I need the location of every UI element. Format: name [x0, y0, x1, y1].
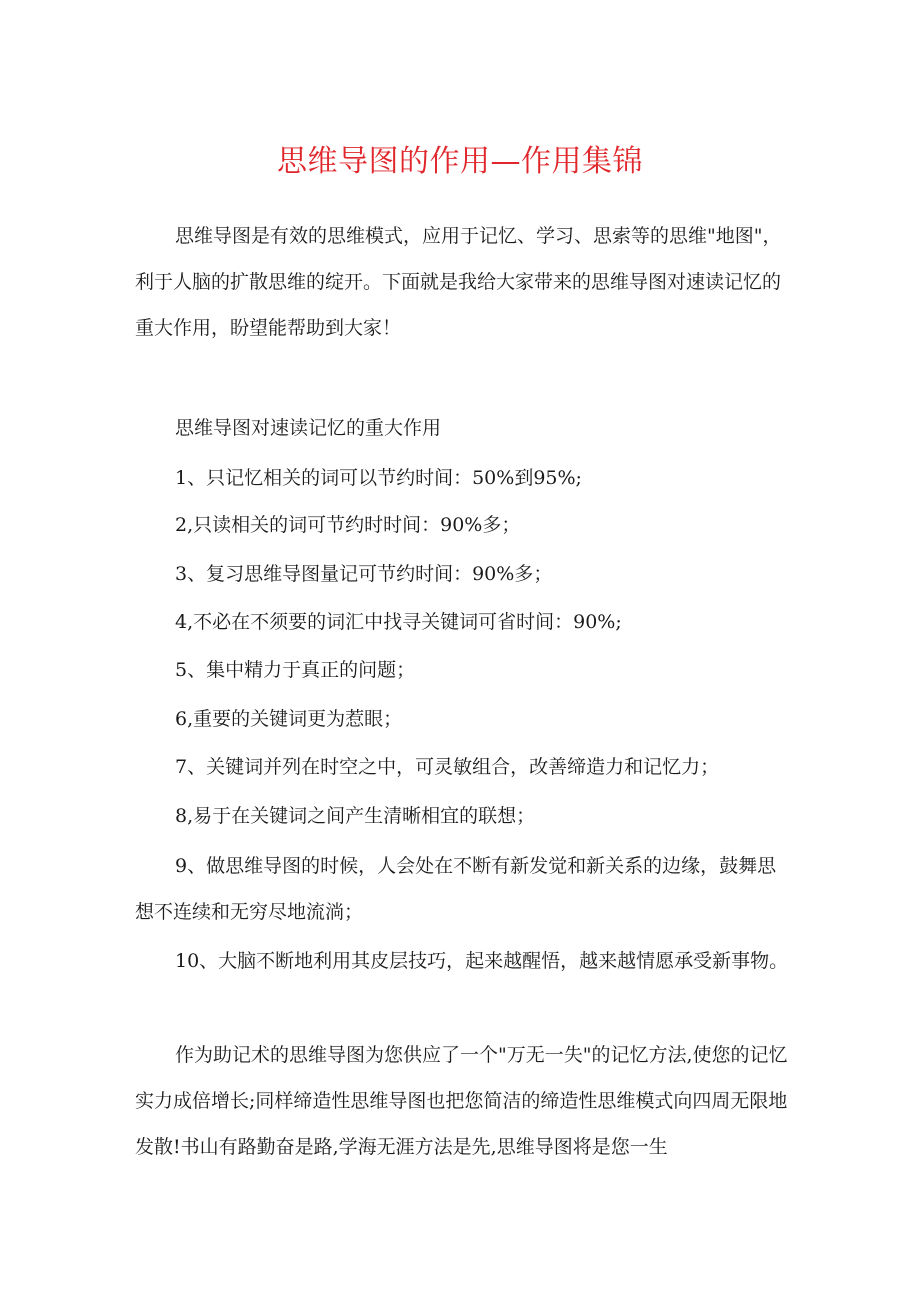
list-item: 4,不必在不须要的词汇中找寻关键词可省时间：90%; [175, 611, 622, 633]
intro-paragraph: 思维导图是有效的思维模式，应用于记忆、学习、思索等的思维"地图"，利于人脑的扩散思维的绽开。下面就是我给大家带来的思维导图对速读记忆的重大作用，盼望能帮助到大家！ [135, 225, 782, 339]
list-item: 1、只记忆相关的词可以节约时间：50%到95%; [175, 467, 582, 489]
list-item: 3、复习思维导图量记可节约时间：90%多； [175, 563, 553, 585]
list-item: 8,易于在关键词之间产生清晰相宜的联想； [175, 805, 536, 827]
list-item: 2,只读相关的词可节约时时间：90%多； [175, 514, 521, 536]
list-item: 5、集中精力于真正的问题； [175, 659, 416, 681]
section-heading: 思维导图对速读记忆的重大作用 [175, 417, 442, 439]
list-item: 6,重要的关键词更为惹眼； [175, 708, 403, 730]
list-item: 9、做思维导图的时候，人会处在不断有新发觉和新关系的边缘，鼓舞思想不连续和无穷尽地流淌； [135, 855, 777, 923]
closing-paragraph: 作为助记术的思维导图为您供应了一个"万无一失"的记忆方法,使您的记忆实力成倍增长;同样缔造性思维导图也把您简洁的缔造性思维模式向四周无限地发散!书山有路勤奋是路,学海无涯方法是先,思维导图将是您一生 [135, 1044, 788, 1158]
list-item: 10、大脑不断地利用其皮层技巧，起来越醒悟，越来越情愿承受新事物。 [175, 950, 789, 972]
list-item: 7、关键词并列在时空之中，可灵敏组合，改善缔造力和记忆力； [175, 756, 720, 778]
page-title: 思维导图的作用—作用集锦 [277, 144, 643, 179]
